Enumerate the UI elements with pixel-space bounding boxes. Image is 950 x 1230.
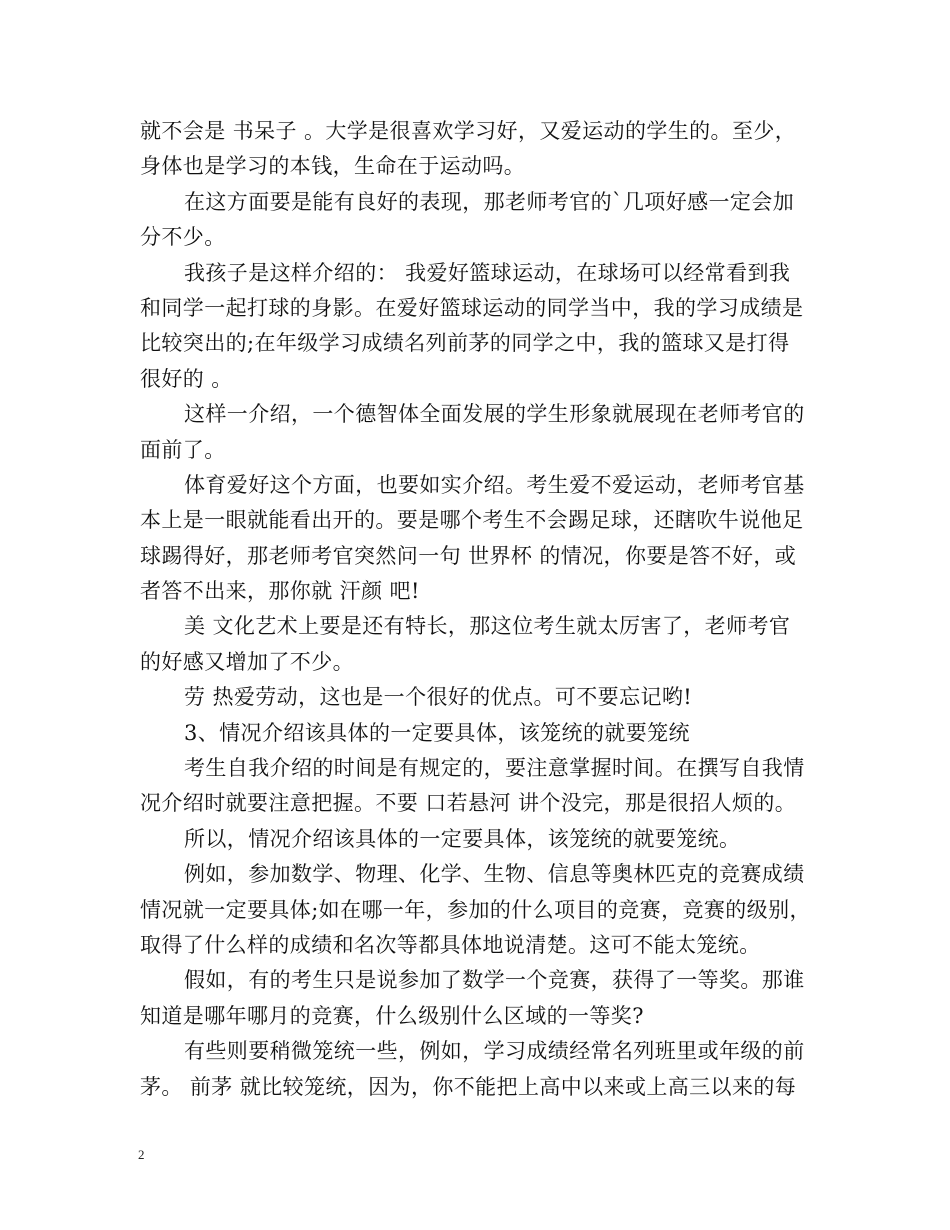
- text-line: 考生自我介绍的时间是有规定的，要注意掌握时间。在撰写自我情: [184, 756, 805, 781]
- text-line: 知道是哪年哪月的竞赛，什么级别什么区域的一等奖?: [140, 1003, 644, 1028]
- text-line: 假如，有的考生只是说参加了数学一个竞赛，获得了一等奖。那谁: [184, 968, 805, 993]
- text-line: 在这方面要是能有良好的表现，那老师考官的`几项好感一定会加: [184, 189, 795, 214]
- text-line: 取得了什么样的成绩和名次等都具体地说清楚。这可不能太笼统。: [140, 932, 761, 957]
- text-line: 有些则要稍微笼统一些，例如，学习成绩经常名列班里或年级的前: [184, 1039, 805, 1064]
- text-line: 身体也是学习的本钱，生命在于运动吗。: [140, 154, 526, 179]
- text-line: 这样一介绍，一个德智体全面发展的学生形象就展现在老师考官的: [184, 402, 805, 427]
- text-line: 3、情况介绍该具体的一定要具体，该笼统的就要笼统: [184, 720, 690, 745]
- text-line: 很好的 。: [140, 366, 233, 391]
- text-line: 面前了。: [140, 437, 226, 462]
- text-line: 我孩子是这样介绍的： 我爱好篮球运动，在球场可以经常看到我: [184, 260, 791, 285]
- text-line: 体育爱好这个方面，也要如实介绍。考生爱不爱运动，老师考官基: [184, 472, 805, 497]
- text-line: 球踢得好，那老师考官突然问一句 世界杯 的情况，你要是答不好，或: [140, 543, 797, 568]
- text-line: 本上是一眼就能看出开的。要是哪个考生不会踢足球，还瞎吹牛说他足: [140, 508, 804, 533]
- text-line: 和同学一起打球的身影。在爱好篮球运动的同学当中，我的学习成绩是: [140, 295, 804, 320]
- text-line: 的好感又增加了不少。: [140, 649, 354, 674]
- text-line: 就不会是 书呆子 。大学是很喜欢学习好，又爱运动的学生的。至少，: [140, 119, 797, 143]
- text-line: 所以，情况介绍该具体的一定要具体，该笼统的就要笼统。: [184, 826, 741, 851]
- text-line: 况介绍时就要注意把握。不要 口若悬河 讲个没完，那是很招人烦的。: [140, 791, 797, 816]
- text-line: 茅。 前茅 就比较笼统，因为，你不能把上高中以来或上高三以来的每: [140, 1074, 797, 1099]
- text-line: 例如，参加数学、物理、化学、生物、信息等奥林匹克的竞赛成绩: [184, 862, 805, 887]
- text-line: 者答不出来，那你就 汗颜 吧!: [140, 579, 420, 604]
- body-text: [140, 114, 830, 1105]
- text-line: 劳 热爱劳动，这也是一个很好的优点。可不要忘记哟!: [184, 685, 693, 710]
- text-line: 美 文化艺术上要是还有特长，那这位考生就太厉害了，老师考官: [184, 614, 791, 639]
- text-line: 情况就一定要具体;如在哪一年，参加的什么项目的竞赛，竞赛的级别，: [140, 897, 811, 922]
- text-line: 比较突出的;在年级学习成绩名列前茅的同学之中，我的篮球又是打得: [140, 331, 790, 356]
- page-number: 2: [138, 1147, 145, 1162]
- text-line: 分不少。: [140, 225, 226, 250]
